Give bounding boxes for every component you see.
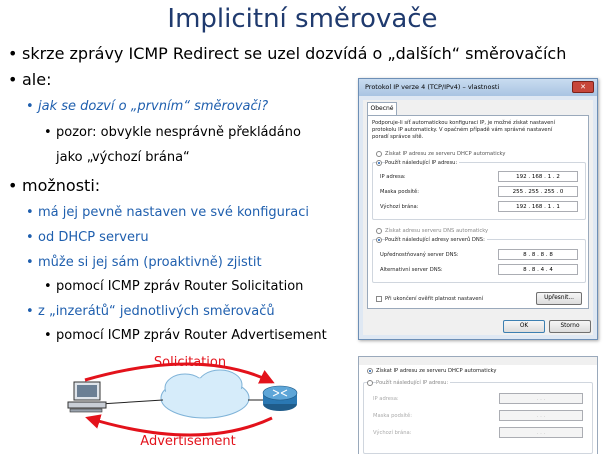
subnet-mask-field[interactable]: 255 . 255 . 255 . 0	[498, 186, 578, 197]
preferred-dns-label: Upřednostňovaný server DNS:	[380, 252, 459, 258]
gateway-label: Výchozí brána:	[380, 204, 419, 210]
bullet-advertisements: • z „inzerátů“ jednotlivých směrovačů	[38, 304, 275, 319]
tab-general[interactable]: Obecné	[367, 102, 397, 115]
bullet-but: • ale:	[22, 70, 51, 89]
info-text-line2: protokolu IP automaticky. V opačném případě vám správné nastavení	[372, 127, 553, 133]
bullet-static-config: • má jej pevně nastaven ve své konfiguraci	[38, 205, 309, 220]
dialog-title: Protokol IP verze 4 (TCP/IPv4) – vlastnosti	[365, 83, 500, 91]
close-icon: ✕	[580, 83, 586, 91]
dhcp-radio-manual-ip-label: Použít následující IP adresu:	[376, 380, 449, 386]
radio-manual-ip-label: Použít následující IP adresu:	[385, 160, 458, 166]
alternate-dns-label: Alternativní server DNS:	[380, 267, 443, 273]
bullet-first-router-question: • jak se dozví o „prvním“ směrovači?	[38, 99, 268, 114]
network-cloud-icon	[161, 370, 249, 418]
ipv4-properties-dhcp-crop	[358, 356, 598, 454]
alternate-dns-field[interactable]: 8 . 8 . 4 . 4	[498, 264, 578, 275]
info-text-line1: Podporuje-li síť automatickou konfiguraci IP, je možné získat nastavení	[372, 120, 556, 126]
preferred-dns-field[interactable]: 8 . 8 . 8 . 8	[498, 249, 578, 260]
ipv4-properties-dialog	[358, 78, 598, 340]
bullet-icmp-redirect: • skrze zprávy ICMP Redirect se uzel dozvídá o „dalších“ směrovačích	[22, 44, 566, 63]
dhcp-ip-label: IP adresa:	[373, 396, 399, 402]
cancel-button[interactable]: Storno	[549, 320, 591, 333]
router-discovery-diagram	[60, 352, 350, 452]
dhcp-mask-field[interactable]: . . .	[499, 410, 583, 421]
dns-group	[372, 239, 586, 283]
dhcp-gateway-label: Výchozí brána:	[373, 430, 412, 436]
bullet-router-advertisement: • pomocí ICMP zpráv Router Advertisement	[56, 328, 327, 343]
router-icon	[263, 386, 297, 411]
dhcp-radio-auto-ip[interactable]	[367, 368, 373, 374]
close-button[interactable]	[572, 81, 594, 93]
bullet-proactive: • může si jej sám (proaktivně) zjistit	[38, 255, 262, 270]
dhcp-gateway-field[interactable]: . . .	[499, 427, 583, 438]
info-text-line3: poradí správce sítě.	[372, 134, 424, 140]
bullet-dhcp: • od DHCP serveru	[38, 230, 149, 245]
radio-auto-ip[interactable]	[376, 151, 382, 157]
radio-auto-dns[interactable]	[376, 228, 382, 234]
ok-button[interactable]: OK	[503, 320, 545, 333]
ip-address-label: IP adresa:	[380, 174, 406, 180]
dhcp-radio-manual-ip[interactable]	[367, 380, 373, 386]
radio-manual-dns-label: Použít následující adresy serverů DNS:	[385, 237, 485, 243]
radio-auto-ip-label: Získat IP adresu ze serveru DHCP automaticky	[385, 151, 506, 157]
link-host-cloud	[100, 400, 163, 404]
solicitation-label: Solicitation	[153, 355, 227, 370]
dialog-body	[363, 100, 593, 335]
advertisement-arrow	[88, 418, 272, 435]
computer-icon	[68, 382, 106, 412]
dhcp-mask-label: Maska podsítě:	[373, 413, 412, 419]
bullet-translation-note: • pozor: obvykle nesprávně překládáno	[56, 125, 301, 140]
slide-title: Implicitní směrovače	[167, 4, 438, 34]
dialog-titlebar	[359, 79, 597, 96]
advanced-button[interactable]: Upřesnit...	[536, 292, 582, 305]
validate-checkbox[interactable]	[376, 296, 382, 302]
subnet-mask-label: Maska podsítě:	[380, 189, 419, 195]
advertisement-label: Advertisement	[140, 434, 236, 449]
dhcp-radio-auto-ip-label: Získat IP adresu ze serveru DHCP automaticky	[376, 368, 497, 374]
ip-address-field[interactable]: 192 . 168 . 1 . 2	[498, 171, 578, 182]
validate-checkbox-label: Při ukončení ověřit platnost nastavení	[385, 296, 484, 302]
radio-manual-ip[interactable]	[376, 160, 382, 166]
radio-manual-dns[interactable]	[376, 237, 382, 243]
bullet-translation-note-cont: jako „výchozí brána“	[56, 150, 190, 165]
radio-auto-dns-label: Získat adresu serveru DNS automaticky	[385, 228, 489, 234]
general-panel	[367, 115, 589, 309]
bullet-router-solicitation: • pomocí ICMP zpráv Router Solicitation	[56, 279, 303, 294]
crop-top-strip	[359, 357, 598, 365]
dhcp-ip-field[interactable]: . . .	[499, 393, 583, 404]
gateway-field[interactable]: 192 . 168 . 1 . 1	[498, 201, 578, 212]
bullet-options: • možnosti:	[22, 176, 100, 195]
